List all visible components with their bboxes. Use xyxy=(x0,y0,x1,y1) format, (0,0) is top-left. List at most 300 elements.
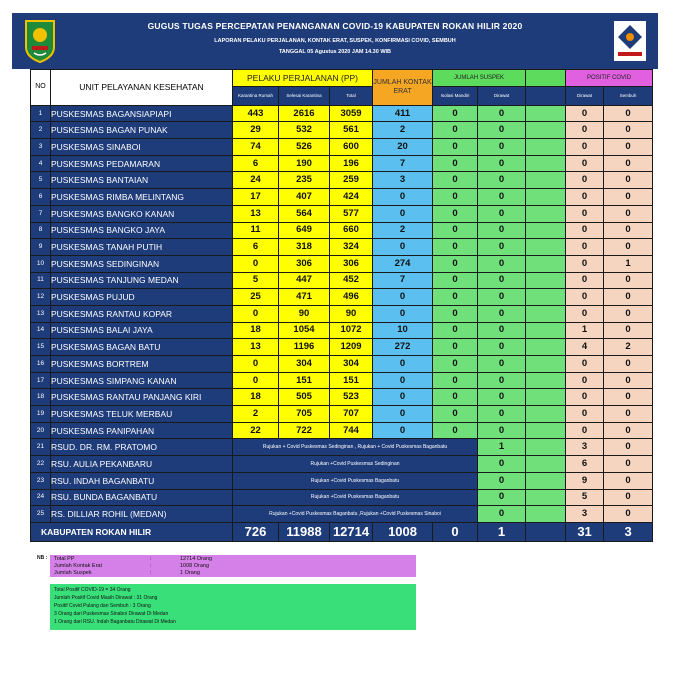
dirawat-positif-cell: 0 xyxy=(566,105,604,122)
dirawat-positif-cell: 1 xyxy=(566,322,604,339)
karantina-rumah-cell: 11 xyxy=(233,222,279,239)
dirawat-positif-cell: 0 xyxy=(566,389,604,406)
blank-cell xyxy=(526,172,566,189)
summary-sep: : xyxy=(150,563,152,569)
kontak-erat-cell: 0 xyxy=(373,372,433,389)
karantina-rumah-cell: 17 xyxy=(233,189,279,206)
total-sk: 11988 xyxy=(279,522,330,541)
total-pp-cell: 151 xyxy=(330,372,373,389)
hospital-row xyxy=(31,489,653,506)
group-suspek-header: JUMLAH SUSPEK xyxy=(433,70,526,87)
dirawat-suspek-cell: 0 xyxy=(478,255,526,272)
isolasi-mandiri-cell: 0 xyxy=(433,122,478,139)
row-number: 13 xyxy=(31,305,51,322)
row-number: 3 xyxy=(31,139,51,156)
row-number: 11 xyxy=(31,272,51,289)
table-row xyxy=(31,289,653,306)
unit-name: PUSKESMAS TANAH PUTIH xyxy=(51,239,233,256)
sub-isolasi-mandiri: Isolasi Mandiri xyxy=(433,86,478,105)
sembuh-cell: 0 xyxy=(604,105,653,122)
total-pp-cell: 744 xyxy=(330,422,373,439)
dirawat-suspek-cell: 1 xyxy=(478,439,526,456)
unit-name: PUSKESMAS PEDAMARAN xyxy=(51,155,233,172)
dirawat-positif-cell: 0 xyxy=(566,255,604,272)
sembuh-cell: 0 xyxy=(604,322,653,339)
karantina-rumah-cell: 24 xyxy=(233,172,279,189)
bnpb-logo-icon xyxy=(612,19,648,63)
report-subtitle: LAPORAN PELAKU PERJALANAN, KONTAK ERAT, SUSPEK, KONFIRMASI COVID, SEMBUH xyxy=(214,38,456,44)
dirawat-positif-cell: 0 xyxy=(566,205,604,222)
dirawat-suspek-cell: 0 xyxy=(478,406,526,423)
table-row xyxy=(31,155,653,172)
unit-name: PUSKESMAS RIMBA MELINTANG xyxy=(51,189,233,206)
dirawat-suspek-cell: 0 xyxy=(478,456,526,473)
isolasi-mandiri-cell: 0 xyxy=(433,222,478,239)
isolasi-mandiri-cell: 0 xyxy=(433,422,478,439)
sembuh-cell: 0 xyxy=(604,356,653,373)
row-number: 24 xyxy=(31,489,51,506)
hospital-name: RSU. INDAH BAGANBATU xyxy=(51,472,233,489)
positive-note: Positif Covid Pulang dan Sembuh : 3 Orang xyxy=(54,603,151,609)
dirawat-positif-cell: 9 xyxy=(566,472,604,489)
blank-cell xyxy=(526,139,566,156)
row-number: 6 xyxy=(31,189,51,206)
sub-dirawat-positif: Dirawat xyxy=(566,86,604,105)
positive-note: 3 Orang dari Puskesmas Sinaboi Dirawat Di Medan xyxy=(54,611,169,617)
isolasi-mandiri-cell: 0 xyxy=(433,289,478,306)
row-number: 25 xyxy=(31,506,51,523)
selesai-karantina-cell: 235 xyxy=(279,172,330,189)
selesai-karantina-cell: 447 xyxy=(279,272,330,289)
dirawat-suspek-cell: 0 xyxy=(478,489,526,506)
total-pp-cell: 452 xyxy=(330,272,373,289)
summary-value: 12714 Orang xyxy=(180,556,213,562)
table-row xyxy=(31,406,653,423)
row-number: 1 xyxy=(31,105,51,122)
kontak-erat-cell: 2 xyxy=(373,122,433,139)
isolasi-mandiri-cell: 0 xyxy=(433,255,478,272)
group-positif-header: POSITIF COVID xyxy=(566,70,653,87)
dirawat-suspek-cell: 0 xyxy=(478,105,526,122)
hospital-row xyxy=(31,439,653,456)
report-date: TANGGAL 05 Agustus 2020 JAM 14.30 WIB xyxy=(278,49,392,55)
selesai-karantina-cell: 304 xyxy=(279,356,330,373)
row-number: 18 xyxy=(31,389,51,406)
isolasi-mandiri-cell: 0 xyxy=(433,406,478,423)
blank-cell xyxy=(526,122,566,139)
dirawat-positif-cell: 0 xyxy=(566,272,604,289)
dirawat-suspek-cell: 0 xyxy=(478,322,526,339)
row-number: 9 xyxy=(31,239,51,256)
table-row xyxy=(31,189,653,206)
total-im: 0 xyxy=(433,522,478,541)
blank-cell xyxy=(526,372,566,389)
table-row xyxy=(31,372,653,389)
dirawat-positif-cell: 0 xyxy=(566,422,604,439)
karantina-rumah-cell: 29 xyxy=(233,122,279,139)
kontak-erat-cell: 272 xyxy=(373,339,433,356)
sembuh-cell: 0 xyxy=(604,389,653,406)
sembuh-cell: 0 xyxy=(604,122,653,139)
blank-cell xyxy=(526,422,566,439)
dirawat-suspek-cell: 0 xyxy=(478,272,526,289)
sembuh-cell: 0 xyxy=(604,439,653,456)
total-pp-cell: 324 xyxy=(330,239,373,256)
table-row xyxy=(31,322,653,339)
table-row xyxy=(31,105,653,122)
karantina-rumah-cell: 25 xyxy=(233,289,279,306)
unit-name: PUSKESMAS BAGAN BATU xyxy=(51,339,233,356)
sembuh-cell: 0 xyxy=(604,422,653,439)
dirawat-suspek-cell: 0 xyxy=(478,506,526,523)
karantina-rumah-cell: 0 xyxy=(233,255,279,272)
blank-cell xyxy=(526,489,566,506)
hospital-name: RSU. AULIA PEKANBARU xyxy=(51,456,233,473)
blank-cell xyxy=(526,155,566,172)
table-row xyxy=(31,422,653,439)
hospital-name: RSU. BUNDA BAGANBATU xyxy=(51,489,233,506)
karantina-rumah-cell: 5 xyxy=(233,272,279,289)
covid-report-table xyxy=(30,69,653,542)
referral-note: Rujukan +Covid Puskesmas Baganbatu xyxy=(233,489,478,506)
dirawat-positif-cell: 0 xyxy=(566,289,604,306)
dirawat-positif-cell: 0 xyxy=(566,372,604,389)
hospital-row xyxy=(31,506,653,523)
karantina-rumah-cell: 6 xyxy=(233,155,279,172)
kontak-erat-cell: 0 xyxy=(373,205,433,222)
dirawat-positif-cell: 6 xyxy=(566,456,604,473)
blank-cell xyxy=(526,289,566,306)
blank-cell xyxy=(526,255,566,272)
selesai-karantina-cell: 649 xyxy=(279,222,330,239)
dirawat-suspek-cell: 0 xyxy=(478,339,526,356)
unit-name: PUSKESMAS SINABOI xyxy=(51,139,233,156)
total-pp-cell: 90 xyxy=(330,305,373,322)
kontak-erat-cell: 0 xyxy=(373,239,433,256)
sembuh-cell: 0 xyxy=(604,222,653,239)
isolasi-mandiri-cell: 0 xyxy=(433,205,478,222)
summary-label: Total PP xyxy=(54,556,75,562)
unit-name: PUSKESMAS BANTAIAN xyxy=(51,172,233,189)
sub-dirawat-suspek: Dirawat xyxy=(478,86,526,105)
unit-name: PUSKESMAS RANTAU PANJANG KIRI xyxy=(51,389,233,406)
dirawat-suspek-cell: 0 xyxy=(478,472,526,489)
positive-note: 1 Orang dari RSU. Indah Baganbatu Dirawat Di Medan xyxy=(54,619,176,625)
selesai-karantina-cell: 722 xyxy=(279,422,330,439)
kontak-erat-cell: 2 xyxy=(373,222,433,239)
table-row xyxy=(31,122,653,139)
kontak-erat-cell: 0 xyxy=(373,389,433,406)
total-pp-cell: 196 xyxy=(330,155,373,172)
karantina-rumah-cell: 0 xyxy=(233,356,279,373)
selesai-karantina-cell: 505 xyxy=(279,389,330,406)
karantina-rumah-cell: 443 xyxy=(233,105,279,122)
sembuh-cell: 0 xyxy=(604,155,653,172)
blank-cell xyxy=(526,105,566,122)
summary-label: Jumlah Kontak Erat xyxy=(54,563,102,569)
blank-cell xyxy=(526,272,566,289)
total-pp-cell: 496 xyxy=(330,289,373,306)
row-number: 10 xyxy=(31,255,51,272)
total-tot: 12714 xyxy=(330,522,373,541)
hospital-name: RSUD. DR. RM. PRATOMO xyxy=(51,439,233,456)
blank-cell xyxy=(526,339,566,356)
sembuh-cell: 0 xyxy=(604,305,653,322)
unit-name: PUSKESMAS SIMPANG KANAN xyxy=(51,372,233,389)
table-row xyxy=(31,172,653,189)
dirawat-suspek-cell: 0 xyxy=(478,122,526,139)
referral-note: Rujukan +Covid Puskesmas Sedinginan xyxy=(233,456,478,473)
referral-note: Rujukan + Covid Puskesmas Sedinginan , Rujukan + Covid Puskesmas Baganbatu xyxy=(233,439,478,456)
sembuh-cell: 0 xyxy=(604,289,653,306)
kontak-erat-cell: 3 xyxy=(373,172,433,189)
sub-total: Total xyxy=(330,86,373,105)
total-label: KABUPATEN ROKAN HILIR xyxy=(31,522,233,541)
karantina-rumah-cell: 13 xyxy=(233,339,279,356)
unit-name: PUSKESMAS BAGANSIAPIAPI xyxy=(51,105,233,122)
isolasi-mandiri-cell: 0 xyxy=(433,389,478,406)
unit-name: PUSKESMAS TANJUNG MEDAN xyxy=(51,272,233,289)
summary-box xyxy=(50,555,416,577)
row-number: 19 xyxy=(31,406,51,423)
selesai-karantina-cell: 190 xyxy=(279,155,330,172)
karantina-rumah-cell: 6 xyxy=(233,239,279,256)
dirawat-suspek-cell: 0 xyxy=(478,205,526,222)
total-pp-cell: 660 xyxy=(330,222,373,239)
selesai-karantina-cell: 532 xyxy=(279,122,330,139)
unit-name: PUSKESMAS PANIPAHAN xyxy=(51,422,233,439)
referral-note: Rujukan +Covid Puskesmas Baganbatu xyxy=(233,472,478,489)
sembuh-cell: 0 xyxy=(604,506,653,523)
sembuh-cell: 0 xyxy=(604,139,653,156)
summary-label: Jumlah Suspek xyxy=(54,570,92,576)
selesai-karantina-cell: 1054 xyxy=(279,322,330,339)
total-sb: 3 xyxy=(604,522,653,541)
selesai-karantina-cell: 318 xyxy=(279,239,330,256)
isolasi-mandiri-cell: 0 xyxy=(433,172,478,189)
col-no-header: NO xyxy=(31,70,51,106)
isolasi-mandiri-cell: 0 xyxy=(433,272,478,289)
total-pp-cell: 577 xyxy=(330,205,373,222)
nb-label: NB : xyxy=(37,555,48,561)
total-row xyxy=(31,522,653,541)
selesai-karantina-cell: 407 xyxy=(279,189,330,206)
unit-name: PUSKESMAS RANTAU KOPAR xyxy=(51,305,233,322)
kontak-erat-cell: 7 xyxy=(373,272,433,289)
blank-cell xyxy=(526,222,566,239)
blank-cell xyxy=(526,205,566,222)
kontak-erat-cell: 0 xyxy=(373,406,433,423)
karantina-rumah-cell: 18 xyxy=(233,389,279,406)
dirawat-positif-cell: 0 xyxy=(566,239,604,256)
total-pp-cell: 707 xyxy=(330,406,373,423)
row-number: 4 xyxy=(31,155,51,172)
dirawat-positif-cell: 0 xyxy=(566,139,604,156)
isolasi-mandiri-cell: 0 xyxy=(433,372,478,389)
sembuh-cell: 0 xyxy=(604,489,653,506)
blank-cell xyxy=(526,456,566,473)
group-kontak-header: JUMLAH KONTAK ERAT xyxy=(373,70,433,106)
dirawat-suspek-cell: 0 xyxy=(478,372,526,389)
dirawat-positif-cell: 0 xyxy=(566,356,604,373)
report-title: GUGUS TUGAS PERCEPATAN PENANGANAN COVID-19 KABUPATEN ROKAN HILIR 2020 xyxy=(147,21,523,31)
selesai-karantina-cell: 90 xyxy=(279,305,330,322)
dirawat-positif-cell: 0 xyxy=(566,222,604,239)
blank-cell xyxy=(526,239,566,256)
kontak-erat-cell: 274 xyxy=(373,255,433,272)
isolasi-mandiri-cell: 0 xyxy=(433,139,478,156)
selesai-karantina-cell: 705 xyxy=(279,406,330,423)
total-pp-cell: 1072 xyxy=(330,322,373,339)
table-row xyxy=(31,139,653,156)
isolasi-mandiri-cell: 0 xyxy=(433,305,478,322)
kontak-erat-cell: 0 xyxy=(373,356,433,373)
karantina-rumah-cell: 22 xyxy=(233,422,279,439)
total-blank xyxy=(526,522,566,541)
sembuh-cell: 2 xyxy=(604,339,653,356)
table-row xyxy=(31,255,653,272)
hospital-name: RS. DILLIAR ROHIL (MEDAN) xyxy=(51,506,233,523)
kontak-erat-cell: 20 xyxy=(373,139,433,156)
karantina-rumah-cell: 18 xyxy=(233,322,279,339)
kontak-erat-cell: 7 xyxy=(373,155,433,172)
sembuh-cell: 0 xyxy=(604,239,653,256)
dirawat-suspek-cell: 0 xyxy=(478,356,526,373)
sub-karantina-rumah: Karantina Rumah xyxy=(233,86,279,105)
blank-cell xyxy=(526,506,566,523)
dirawat-suspek-cell: 0 xyxy=(478,189,526,206)
dirawat-suspek-cell: 0 xyxy=(478,422,526,439)
row-number: 2 xyxy=(31,122,51,139)
row-number: 16 xyxy=(31,356,51,373)
isolasi-mandiri-cell: 0 xyxy=(433,189,478,206)
kontak-erat-cell: 411 xyxy=(373,105,433,122)
row-number: 20 xyxy=(31,422,51,439)
row-number: 15 xyxy=(31,339,51,356)
sembuh-cell: 1 xyxy=(604,255,653,272)
sembuh-cell: 0 xyxy=(604,189,653,206)
karantina-rumah-cell: 0 xyxy=(233,372,279,389)
selesai-karantina-cell: 1196 xyxy=(279,339,330,356)
selesai-karantina-cell: 471 xyxy=(279,289,330,306)
report-header xyxy=(12,13,658,69)
sub-selesai-karantina: Selesai Karantina xyxy=(279,86,330,105)
dirawat-suspek-cell: 0 xyxy=(478,222,526,239)
blank-cell xyxy=(526,406,566,423)
isolasi-mandiri-cell: 0 xyxy=(433,322,478,339)
total-pp-cell: 304 xyxy=(330,356,373,373)
selesai-karantina-cell: 526 xyxy=(279,139,330,156)
dirawat-positif-cell: 5 xyxy=(566,489,604,506)
kontak-erat-cell: 0 xyxy=(373,305,433,322)
selesai-karantina-cell: 2616 xyxy=(279,105,330,122)
sub-sembuh: Sembuh xyxy=(604,86,653,105)
total-pp-cell: 600 xyxy=(330,139,373,156)
table-row xyxy=(31,305,653,322)
karantina-rumah-cell: 13 xyxy=(233,205,279,222)
sembuh-cell: 0 xyxy=(604,406,653,423)
karantina-rumah-cell: 0 xyxy=(233,305,279,322)
table-row xyxy=(31,205,653,222)
unit-name: PUSKESMAS BAGAN PUNAK xyxy=(51,122,233,139)
dirawat-suspek-cell: 0 xyxy=(478,389,526,406)
selesai-karantina-cell: 306 xyxy=(279,255,330,272)
dirawat-suspek-cell: 0 xyxy=(478,172,526,189)
summary-value: 1 Orang xyxy=(180,570,200,576)
unit-name: PUSKESMAS TELUK MERBAU xyxy=(51,406,233,423)
blank-cell xyxy=(526,439,566,456)
sembuh-cell: 0 xyxy=(604,205,653,222)
kontak-erat-cell: 10 xyxy=(373,322,433,339)
positive-note: Total Positif COVID-19 = 34 Orang xyxy=(54,587,131,593)
dirawat-suspek-cell: 0 xyxy=(478,289,526,306)
total-pp-cell: 424 xyxy=(330,189,373,206)
row-number: 5 xyxy=(31,172,51,189)
unit-name: PUSKESMAS PUJUD xyxy=(51,289,233,306)
total-dp: 31 xyxy=(566,522,604,541)
karantina-rumah-cell: 74 xyxy=(233,139,279,156)
kontak-erat-cell: 0 xyxy=(373,289,433,306)
sembuh-cell: 0 xyxy=(604,172,653,189)
dirawat-positif-cell: 0 xyxy=(566,122,604,139)
table-row xyxy=(31,239,653,256)
referral-note: Rujukan +Covid Puskesmas Baganbatu ,Rujukan +Covid Puskesmas Sinaboi xyxy=(233,506,478,523)
blank-cell xyxy=(526,322,566,339)
sembuh-cell: 0 xyxy=(604,272,653,289)
total-ke: 1008 xyxy=(373,522,433,541)
dirawat-suspek-cell: 0 xyxy=(478,139,526,156)
isolasi-mandiri-cell: 0 xyxy=(433,105,478,122)
sembuh-cell: 0 xyxy=(604,456,653,473)
blank-cell xyxy=(526,189,566,206)
table-row xyxy=(31,339,653,356)
selesai-karantina-cell: 151 xyxy=(279,372,330,389)
isolasi-mandiri-cell: 0 xyxy=(433,356,478,373)
dirawat-suspek-cell: 0 xyxy=(478,155,526,172)
total-pp-cell: 3059 xyxy=(330,105,373,122)
total-pp-cell: 561 xyxy=(330,122,373,139)
dirawat-suspek-cell: 0 xyxy=(478,305,526,322)
summary-sep: : xyxy=(150,556,152,562)
table-row xyxy=(31,389,653,406)
blank-cell xyxy=(526,389,566,406)
total-pp-cell: 259 xyxy=(330,172,373,189)
rokan-hilir-emblem-icon xyxy=(22,19,58,63)
row-number: 8 xyxy=(31,222,51,239)
isolasi-mandiri-cell: 0 xyxy=(433,155,478,172)
row-number: 7 xyxy=(31,205,51,222)
blank-cell xyxy=(526,356,566,373)
total-pp-cell: 523 xyxy=(330,389,373,406)
hospital-row xyxy=(31,472,653,489)
isolasi-mandiri-cell: 0 xyxy=(433,239,478,256)
total-pp-cell: 306 xyxy=(330,255,373,272)
dirawat-positif-cell: 0 xyxy=(566,406,604,423)
dirawat-positif-cell: 0 xyxy=(566,155,604,172)
kontak-erat-cell: 0 xyxy=(373,422,433,439)
positive-summary-box xyxy=(50,584,416,630)
total-pp-cell: 1209 xyxy=(330,339,373,356)
dirawat-positif-cell: 0 xyxy=(566,305,604,322)
dirawat-positif-cell: 0 xyxy=(566,172,604,189)
row-number: 12 xyxy=(31,289,51,306)
dirawat-positif-cell: 4 xyxy=(566,339,604,356)
group-pp-header: PELAKU PERJALANAN (PP) xyxy=(233,70,373,87)
row-number: 22 xyxy=(31,456,51,473)
dirawat-suspek-cell: 0 xyxy=(478,239,526,256)
positive-note: Jumlah Positif Covid Masih Dirawat : 31 Orang xyxy=(54,595,158,601)
unit-name: PUSKESMAS SEDINGINAN xyxy=(51,255,233,272)
